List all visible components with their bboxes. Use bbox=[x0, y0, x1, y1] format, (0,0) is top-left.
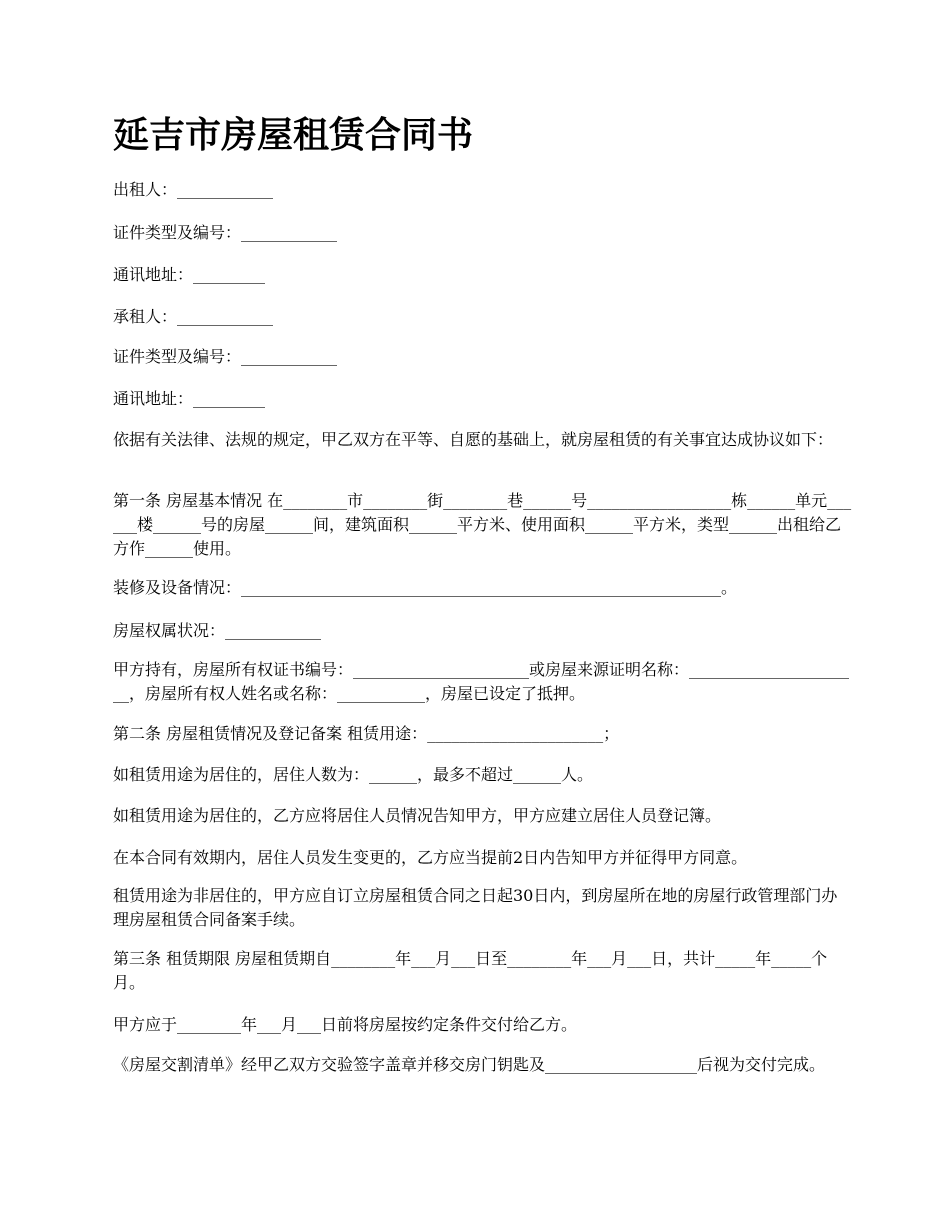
non-residential-paragraph: 租赁用途为非居住的，甲方应自订立房屋租赁合同之日起30日内，到房屋所在地的房屋行政管理部门办理房屋租赁合同备案手续。 bbox=[113, 886, 838, 929]
document-title: 延吉市房屋租赁合同书 bbox=[113, 115, 474, 156]
lessor-id-line: 证件类型及编号：____________ bbox=[113, 223, 338, 242]
lessee-line: 承租人：____________ bbox=[113, 307, 274, 326]
lessor-address-line: 通讯地址：_________ bbox=[113, 265, 266, 284]
handover-checklist-paragraph: 《房屋交割清单》经甲乙双方交验签字盖章并移交房门钥匙及___________________后视为交付完成。 bbox=[113, 1055, 826, 1074]
handover-date-line: 甲方应于________年___月___日前将房屋按约定条件交付给乙方。 bbox=[113, 1015, 578, 1034]
lessor-line: 出租人：____________ bbox=[113, 180, 274, 199]
occupant-change-line: 在本合同有效期内，居住人员发生变更的，乙方应当提前2日内告知甲方并征得甲方同意。 bbox=[113, 848, 748, 867]
lessee-address-line: 通讯地址：_________ bbox=[113, 389, 266, 408]
article-three-paragraph: 第三条 租赁期限 房屋租赁期自________年___月___日至________年___月___日，共计_____年_____个月。 bbox=[113, 949, 828, 992]
ownership-line: 房屋权属状况：____________ bbox=[113, 621, 322, 640]
occupant-register-line: 如租赁用途为居住的，乙方应将居住人员情况告知甲方，甲方应建立居住人员登记簿。 bbox=[113, 806, 722, 825]
occupant-count-line: 如租赁用途为居住的，居住人数为：______，最多不超过______人。 bbox=[113, 765, 594, 784]
ownership-certificate-paragraph: 甲方持有，房屋所有权证书编号：______________________或房屋来源证明名称：______________________，房屋所有权人姓名或名称：___________，房屋已设定了抵押。 bbox=[113, 660, 850, 703]
lessee-id-line: 证件类型及编号：____________ bbox=[113, 347, 338, 366]
intro-paragraph: 依据有关法律、法规的规定，甲乙双方在平等、自愿的基础上，就房屋租赁的有关事宜达成协议如下： bbox=[113, 430, 834, 449]
article-one-paragraph: 第一条 房屋基本情况 在________市________街________巷______号__________________栋______单元______楼______号的房屋______间，建筑面积______平方米、使用面积______平方米，类型______出租给乙方作______使用。 bbox=[113, 491, 852, 558]
article-two-line: 第二条 房屋租赁情况及登记备案 租赁用途：______________________； bbox=[113, 724, 620, 743]
decoration-line: 装修及设备情况：____________________________________________________________。 bbox=[113, 578, 738, 597]
